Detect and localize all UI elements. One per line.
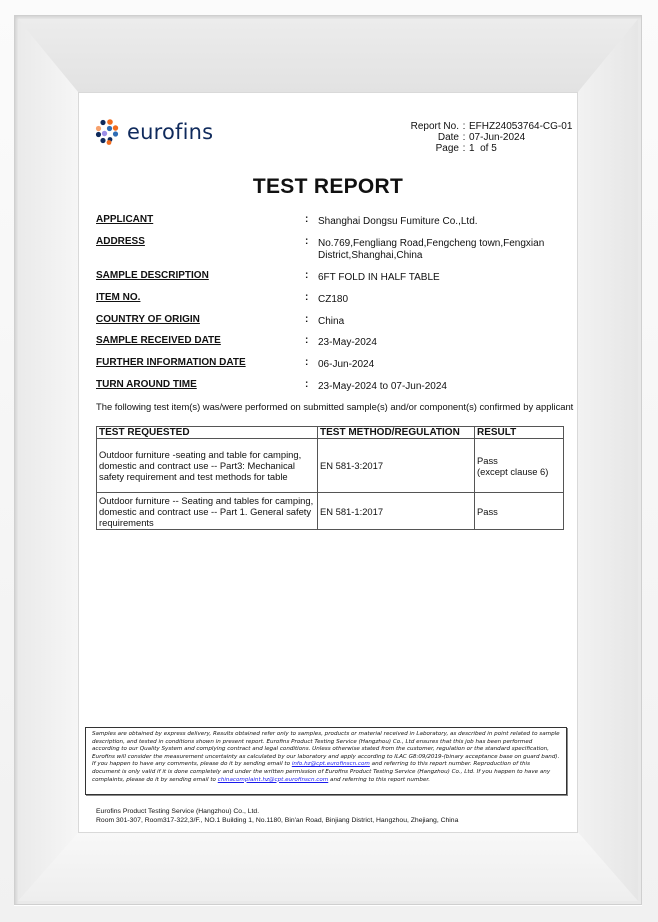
field-value: 6FT FOLD IN HALF TABLE xyxy=(318,272,440,283)
logo-dot xyxy=(96,126,101,131)
result-value: Pass xyxy=(477,505,498,517)
page-row xyxy=(401,143,572,154)
field-turn-around-time xyxy=(96,379,566,401)
separator: : xyxy=(462,132,466,143)
test-requested-cell: Outdoor furniture -seating and table for camping, domestic and contract use -- Part3: Mechanical safety requirement and test methods for table xyxy=(97,439,318,493)
field-colon: : xyxy=(305,292,309,303)
field-colon: : xyxy=(305,314,309,325)
page-label: Page xyxy=(435,143,459,154)
field-further-information-date xyxy=(96,357,566,379)
field-colon: : xyxy=(305,214,309,225)
field-label: APPLICANT xyxy=(96,214,154,225)
disclaimer-box xyxy=(85,727,567,795)
field-applicant xyxy=(96,214,566,236)
field-colon: : xyxy=(305,335,309,346)
frame-bevel-bottom xyxy=(18,832,638,901)
field-label: SAMPLE RECEIVED DATE xyxy=(96,335,221,346)
field-label: COUNTRY OF ORIGIN xyxy=(96,314,200,325)
separator: : xyxy=(462,121,466,132)
field-colon: : xyxy=(305,236,309,247)
logo-dot xyxy=(102,131,107,136)
eurofins-logo xyxy=(95,119,213,145)
logo-dot xyxy=(100,120,105,125)
test-method-cell: EN 581-3:2017 xyxy=(318,439,475,493)
result-value: Pass xyxy=(477,454,498,466)
frame-bevel-left xyxy=(18,19,79,901)
logo-dot xyxy=(107,119,113,125)
logo-wordmark: eurofins xyxy=(127,119,214,144)
table-row xyxy=(97,439,564,493)
field-label: ADDRESS xyxy=(96,236,145,247)
frame-bevel-top xyxy=(18,19,638,94)
logo-dot xyxy=(113,125,118,130)
column-header-result: RESULT xyxy=(475,427,564,439)
page-value: 1 of 5 xyxy=(469,143,497,154)
column-header-test-method: TEST METHOD/REGULATION xyxy=(318,427,475,439)
field-value: CZ180 xyxy=(318,294,349,305)
field-colon: : xyxy=(305,379,309,390)
report-page xyxy=(79,93,577,832)
tests-table xyxy=(96,426,564,530)
logo-dot xyxy=(100,138,105,143)
field-label: TURN AROUND TIME xyxy=(96,379,197,390)
date-value: 07-Jun-2024 xyxy=(469,132,526,143)
test-method-cell: EN 581-1:2017 xyxy=(318,493,475,530)
logo-dot xyxy=(113,131,118,136)
report-fields xyxy=(96,214,566,401)
field-value: Shanghai Dongsu Fumiture Co.,Ltd. xyxy=(318,216,478,227)
logo-dot xyxy=(107,126,112,131)
report-no-row xyxy=(401,121,572,132)
report-no-label: Report No. xyxy=(410,121,459,132)
field-sample-received-date xyxy=(96,335,566,357)
field-label: SAMPLE DESCRIPTION xyxy=(96,270,209,281)
field-item-no xyxy=(96,292,566,314)
result-cell xyxy=(475,439,564,493)
disclaimer-text: and referring to this report number. xyxy=(328,776,430,783)
complaint-email-link[interactable]: chinacomplaint.hz@cpt.eurofinscn.com xyxy=(217,776,329,783)
result-cell xyxy=(475,493,564,530)
field-sample-description xyxy=(96,270,566,292)
info-email-link[interactable]: info.hz@cpt.eurofinscn.com xyxy=(291,761,370,768)
logo-dot xyxy=(107,140,112,145)
company-footer xyxy=(96,807,458,825)
page-title: TEST REPORT xyxy=(252,175,404,198)
result-note: (except clause 6) xyxy=(477,465,549,477)
date-label: Date xyxy=(437,132,459,143)
field-colon: : xyxy=(305,357,309,368)
field-country-of-origin xyxy=(96,314,566,335)
table-row xyxy=(97,493,564,530)
disclaimer-text: and referring to this report number. Reproduction of this document is only valid if it is done completely and under the written permission of Eurofins Product Testing Service (Hangzhou) Co., Ltd. If you happen to have any complaints, please do it by sending email to xyxy=(92,761,551,783)
intro-text: The following test item(s) was/were performed on submitted sample(s) and/or component(s) confirmed by applicant xyxy=(96,401,574,412)
test-requested-cell: Outdoor furniture -- Seating and tables for camping, domestic and contract use -- Part 1. General safety requirements xyxy=(97,493,318,530)
separator: : xyxy=(462,143,466,154)
frame-bevel-right xyxy=(577,19,638,901)
disclaimer-text: Samples are obtained by express delivery, Results obtained refer only to samples, products or material received in Laboratory, as described in point related to sample description, and tested in conditions shown in present report. Eurofins Product Testing Service (Hangzhou) Co., Ltd ensures that this job has been performed according to our Quality System and complying contract and legal conditions. Unless otherwise stated from the customer, regulation or the standard specification, Eurofins will consider the measurement uncertainty as calculated by our laboratory and apply according to ILAC G8:09/2019-(binary acceptance base on guard band). If you happen to have any comments, please do it by sending email to xyxy=(92,731,560,768)
field-value: 23-May-2024 to 07-Jun-2024 xyxy=(318,381,447,392)
field-value: 06-Jun-2024 xyxy=(318,359,375,370)
company-address: Room 301-307, Room317-322,3/F., NO.1 Building 1, No.1180, Bin'an Road, Binjiang District, Hangzhou, Zhejiang, China xyxy=(96,817,459,824)
table-header-row xyxy=(97,427,564,439)
company-name: Eurofins Product Testing Service (Hangzhou) Co., Ltd. xyxy=(96,808,260,815)
field-colon: : xyxy=(305,270,309,281)
column-header-test-requested: TEST REQUESTED xyxy=(97,427,318,439)
field-value: China xyxy=(318,316,345,327)
report-no-value: EFHZ24053764-CG-01 xyxy=(469,121,573,132)
field-value: 23-May-2024 xyxy=(318,337,377,348)
eurofins-logo-icon xyxy=(95,119,121,145)
field-value: No.769,Fengliang Road,Fengcheng town,Fengxian District,Shanghai,China xyxy=(318,238,545,261)
date-row xyxy=(401,132,572,143)
logo-dot xyxy=(96,132,101,137)
field-address xyxy=(96,236,566,270)
field-label: FURTHER INFORMATION DATE xyxy=(96,357,246,368)
report-meta xyxy=(401,121,572,154)
field-label: ITEM NO. xyxy=(96,292,141,303)
